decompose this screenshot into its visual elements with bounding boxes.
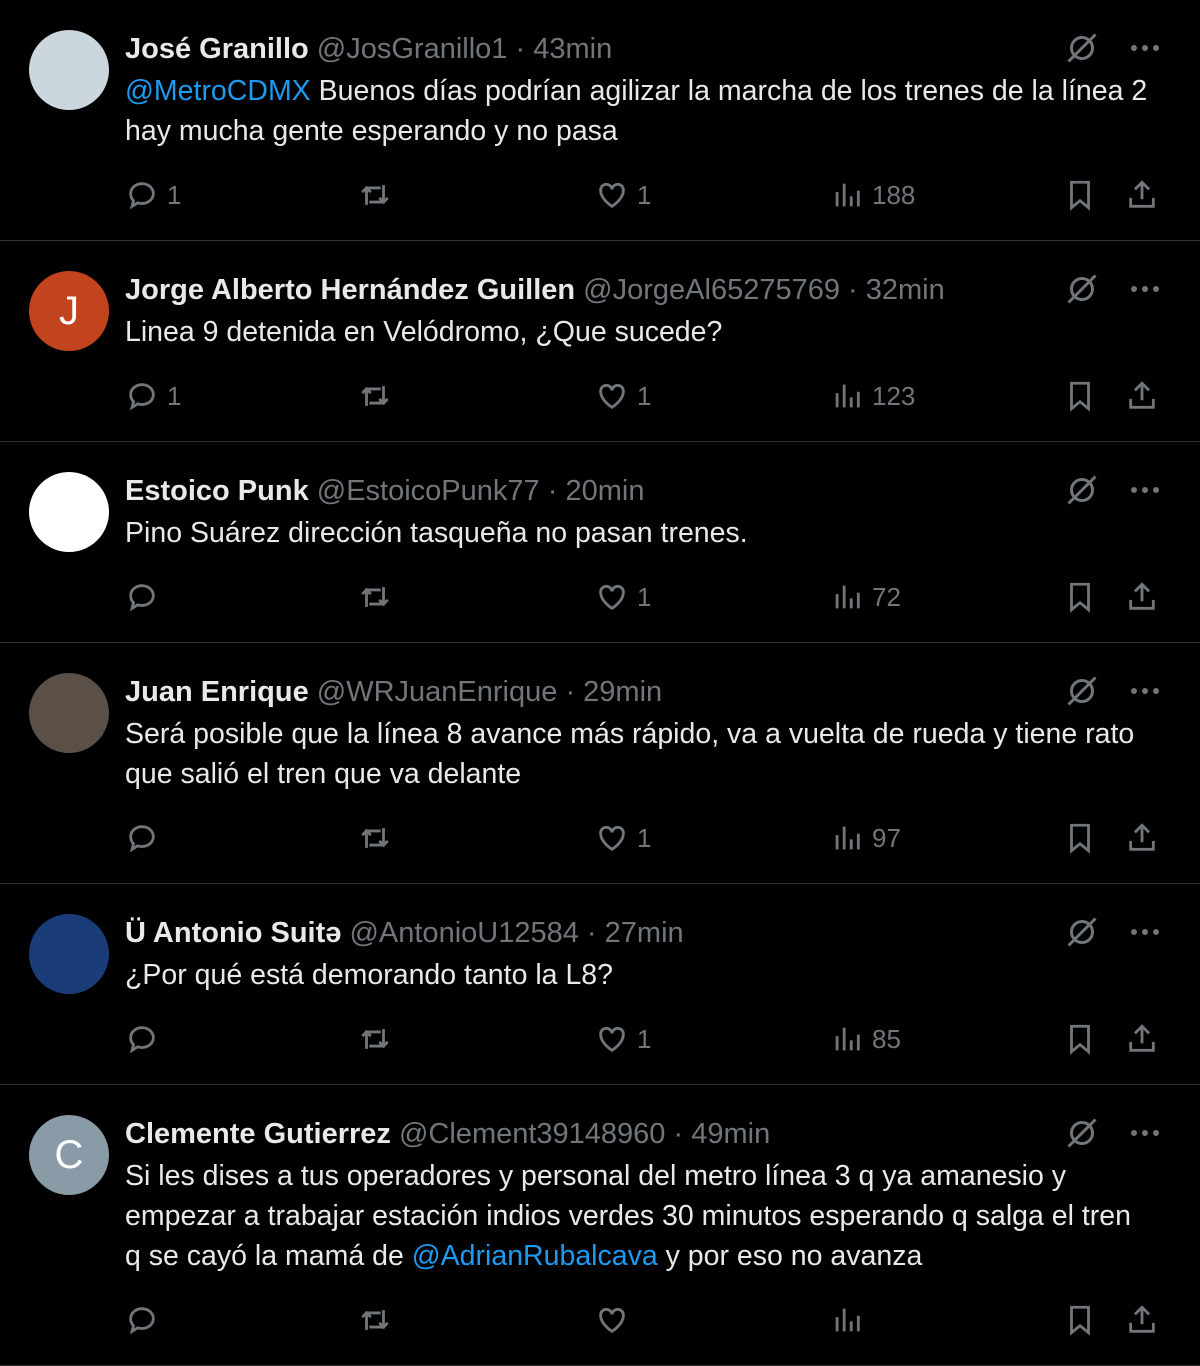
retweet-icon — [358, 379, 392, 413]
tweet-text — [125, 312, 1150, 352]
like-button[interactable] — [595, 575, 651, 619]
more-options-icon[interactable] — [1130, 927, 1160, 937]
retweet-button[interactable] — [358, 816, 400, 860]
bookmark-icon — [1063, 580, 1097, 614]
retweet-icon — [358, 821, 392, 855]
tweet-header — [125, 1112, 1150, 1156]
avatar[interactable] — [29, 673, 109, 753]
share-icon — [1125, 379, 1159, 413]
tweet-header — [125, 670, 1150, 714]
tweet-body: Pino Suárez dirección tasqueña no pasan trenes. — [125, 517, 748, 549]
reply-count: 1 — [167, 179, 182, 210]
share-button[interactable] — [1125, 173, 1159, 217]
tweet-body: Linea 9 detenida en Velódromo, ¿Que sucede? — [125, 316, 723, 348]
heart-icon — [595, 1303, 629, 1337]
bookmark-icon — [1063, 821, 1097, 855]
author-name[interactable]: Ü Antonio Suitə — [125, 917, 342, 949]
views-icon — [830, 379, 864, 413]
share-icon — [1125, 1022, 1159, 1056]
more-options-icon[interactable] — [1130, 284, 1160, 294]
author-handle[interactable]: @JosGranillo1 — [316, 33, 508, 65]
like-count: 1 — [637, 380, 652, 411]
more-options-icon[interactable] — [1130, 43, 1160, 53]
action-bar — [125, 173, 1150, 217]
separator-dot: · — [565, 676, 576, 708]
tweet-body: Si les dises a tus operadores y personal del metro línea 3 q ya amanesio y empezar a trabajar estación indios verdes 30 minutos esperando q salga el tren q se cayó la mamá de — [125, 1160, 1132, 1272]
views-icon — [830, 1303, 864, 1337]
views-button[interactable] — [830, 575, 901, 619]
tweet[interactable] — [0, 643, 1200, 884]
timestamp[interactable]: 27min — [604, 917, 684, 949]
like-button[interactable] — [595, 1017, 651, 1061]
reply-icon — [125, 821, 159, 855]
more-options-icon[interactable] — [1130, 1128, 1160, 1138]
heart-icon — [595, 1022, 629, 1056]
like-button[interactable] — [595, 173, 651, 217]
views-button[interactable] — [830, 173, 915, 217]
action-bar — [125, 374, 1150, 418]
views-icon — [830, 178, 864, 212]
share-icon — [1125, 580, 1159, 614]
avatar[interactable] — [29, 271, 109, 351]
view-count: 97 — [872, 822, 901, 853]
share-button[interactable] — [1125, 816, 1159, 860]
tweet[interactable] — [0, 884, 1200, 1085]
more-options-icon[interactable] — [1130, 485, 1160, 495]
tweet-header — [125, 469, 1150, 513]
share-button[interactable] — [1125, 1017, 1159, 1061]
separator-dot: · — [586, 917, 597, 949]
timestamp[interactable]: 29min — [583, 676, 663, 708]
tweet-text — [125, 513, 1150, 553]
share-button[interactable] — [1125, 1298, 1159, 1342]
timestamp[interactable]: 32min — [865, 274, 945, 306]
reply-icon — [125, 379, 159, 413]
share-icon — [1125, 178, 1159, 212]
separator-dot: · — [515, 33, 526, 65]
reply-button[interactable] — [125, 1017, 167, 1061]
bookmark-button[interactable] — [1063, 374, 1097, 418]
retweet-button[interactable] — [358, 1017, 400, 1061]
author-name[interactable]: Juan Enrique — [125, 676, 309, 708]
timestamp[interactable]: 43min — [533, 33, 613, 65]
tweet-body: Buenos días podrían agilizar la marcha de los trenes de la línea 2 hay mucha gente esperando y no pasa — [125, 75, 1148, 147]
like-button[interactable] — [595, 816, 651, 860]
action-bar — [125, 816, 1150, 860]
avatar[interactable] — [29, 472, 109, 552]
action-bar — [125, 575, 1150, 619]
avatar-letter: J — [59, 288, 79, 333]
retweet-button[interactable] — [358, 374, 400, 418]
like-count: 1 — [637, 1023, 652, 1054]
bookmark-button[interactable] — [1063, 173, 1097, 217]
reply-icon — [125, 1022, 159, 1056]
bookmark-icon — [1063, 1303, 1097, 1337]
views-icon — [830, 580, 864, 614]
author-name[interactable]: Jorge Alberto Hernández Guillen — [125, 274, 576, 306]
bookmark-button[interactable] — [1063, 816, 1097, 860]
like-count: 1 — [637, 822, 652, 853]
grok-icon[interactable] — [1064, 30, 1100, 66]
retweet-button[interactable] — [358, 1298, 400, 1342]
tweet-body: Será posible que la línea 8 avance más rápido, va a vuelta de rueda y tiene rato que salió el tren que va delante — [125, 718, 1135, 790]
retweet-icon — [358, 178, 392, 212]
mention-link[interactable]: @MetroCDMX — [125, 75, 311, 107]
views-button[interactable] — [830, 1298, 872, 1342]
reply-icon — [125, 178, 159, 212]
views-icon — [830, 821, 864, 855]
tweet-text — [125, 714, 1150, 794]
author-name[interactable]: José Granillo — [125, 33, 309, 65]
retweet-icon — [358, 580, 392, 614]
share-button[interactable] — [1125, 575, 1159, 619]
tweet-body: ¿Por qué está demorando tanto la L8? — [125, 959, 613, 991]
views-icon — [830, 1022, 864, 1056]
author-handle[interactable]: @JorgeAl65275769 — [583, 274, 840, 306]
tweet-header — [125, 911, 1150, 955]
tweet[interactable] — [0, 442, 1200, 643]
timestamp[interactable]: 49min — [691, 1118, 771, 1150]
reply-button[interactable] — [125, 374, 181, 418]
tweet-header — [125, 268, 1150, 312]
bookmark-button[interactable] — [1063, 575, 1097, 619]
bookmark-icon — [1063, 379, 1097, 413]
view-count: 72 — [872, 581, 901, 612]
bookmark-icon — [1063, 1022, 1097, 1056]
avatar[interactable] — [29, 30, 109, 110]
views-button[interactable] — [830, 374, 915, 418]
author-handle[interactable]: @Clement39148960 — [398, 1118, 666, 1150]
author-handle[interactable]: @WRJuanEnrique — [316, 676, 558, 708]
heart-icon — [595, 178, 629, 212]
more-options-icon[interactable] — [1130, 686, 1160, 696]
views-button[interactable] — [830, 1017, 901, 1061]
share-button[interactable] — [1125, 374, 1159, 418]
heart-icon — [595, 580, 629, 614]
retweet-button[interactable] — [358, 173, 400, 217]
retweet-icon — [358, 1303, 392, 1337]
like-count: 1 — [637, 179, 652, 210]
tweet[interactable] — [0, 241, 1200, 442]
tweet-body-end: y por eso no avanza — [657, 1240, 923, 1272]
mention-link[interactable]: @AdrianRubalcava — [411, 1240, 658, 1272]
view-count: 188 — [872, 179, 916, 210]
author-name[interactable]: Estoico Punk — [125, 475, 309, 507]
views-button[interactable] — [830, 816, 901, 860]
tweet-text — [125, 71, 1150, 151]
bookmark-icon — [1063, 178, 1097, 212]
tweet[interactable] — [0, 0, 1200, 241]
retweet-icon — [358, 1022, 392, 1056]
heart-icon — [595, 821, 629, 855]
grok-icon[interactable] — [1064, 472, 1100, 508]
like-button[interactable] — [595, 1298, 637, 1342]
share-icon — [1125, 1303, 1159, 1337]
avatar[interactable] — [29, 914, 109, 994]
reply-button[interactable] — [125, 575, 167, 619]
separator-dot: · — [848, 274, 858, 306]
share-icon — [1125, 821, 1159, 855]
avatar[interactable] — [29, 1115, 109, 1195]
like-count: 1 — [637, 581, 652, 612]
tweet-text — [125, 1156, 1150, 1276]
reply-icon — [125, 580, 159, 614]
grok-icon[interactable] — [1064, 1115, 1100, 1151]
tweet[interactable] — [0, 1085, 1200, 1366]
reply-icon — [125, 1303, 159, 1337]
grok-icon[interactable] — [1064, 271, 1100, 307]
grok-icon[interactable] — [1064, 914, 1100, 950]
bookmark-button[interactable] — [1063, 1017, 1097, 1061]
separator-dot: · — [547, 475, 558, 507]
author-handle[interactable]: @AntonioU12584 — [349, 917, 579, 949]
tweet-text — [125, 955, 1150, 995]
grok-icon[interactable] — [1064, 673, 1100, 709]
reply-button[interactable] — [125, 173, 181, 217]
author-name[interactable]: Clemente Gutierrez — [125, 1118, 391, 1150]
tweet-header — [125, 27, 1150, 71]
timestamp[interactable]: 20min — [565, 475, 645, 507]
retweet-button[interactable] — [358, 575, 400, 619]
reply-button[interactable] — [125, 1298, 167, 1342]
avatar-letter: C — [54, 1132, 84, 1177]
view-count: 85 — [872, 1023, 901, 1054]
action-bar — [125, 1017, 1150, 1061]
separator-dot: · — [673, 1118, 684, 1150]
heart-icon — [595, 379, 629, 413]
action-bar — [125, 1298, 1150, 1342]
author-handle[interactable]: @EstoicoPunk77 — [316, 475, 540, 507]
like-button[interactable] — [595, 374, 651, 418]
reply-button[interactable] — [125, 816, 167, 860]
view-count: 123 — [872, 380, 916, 411]
reply-count: 1 — [167, 380, 182, 411]
bookmark-button[interactable] — [1063, 1298, 1097, 1342]
